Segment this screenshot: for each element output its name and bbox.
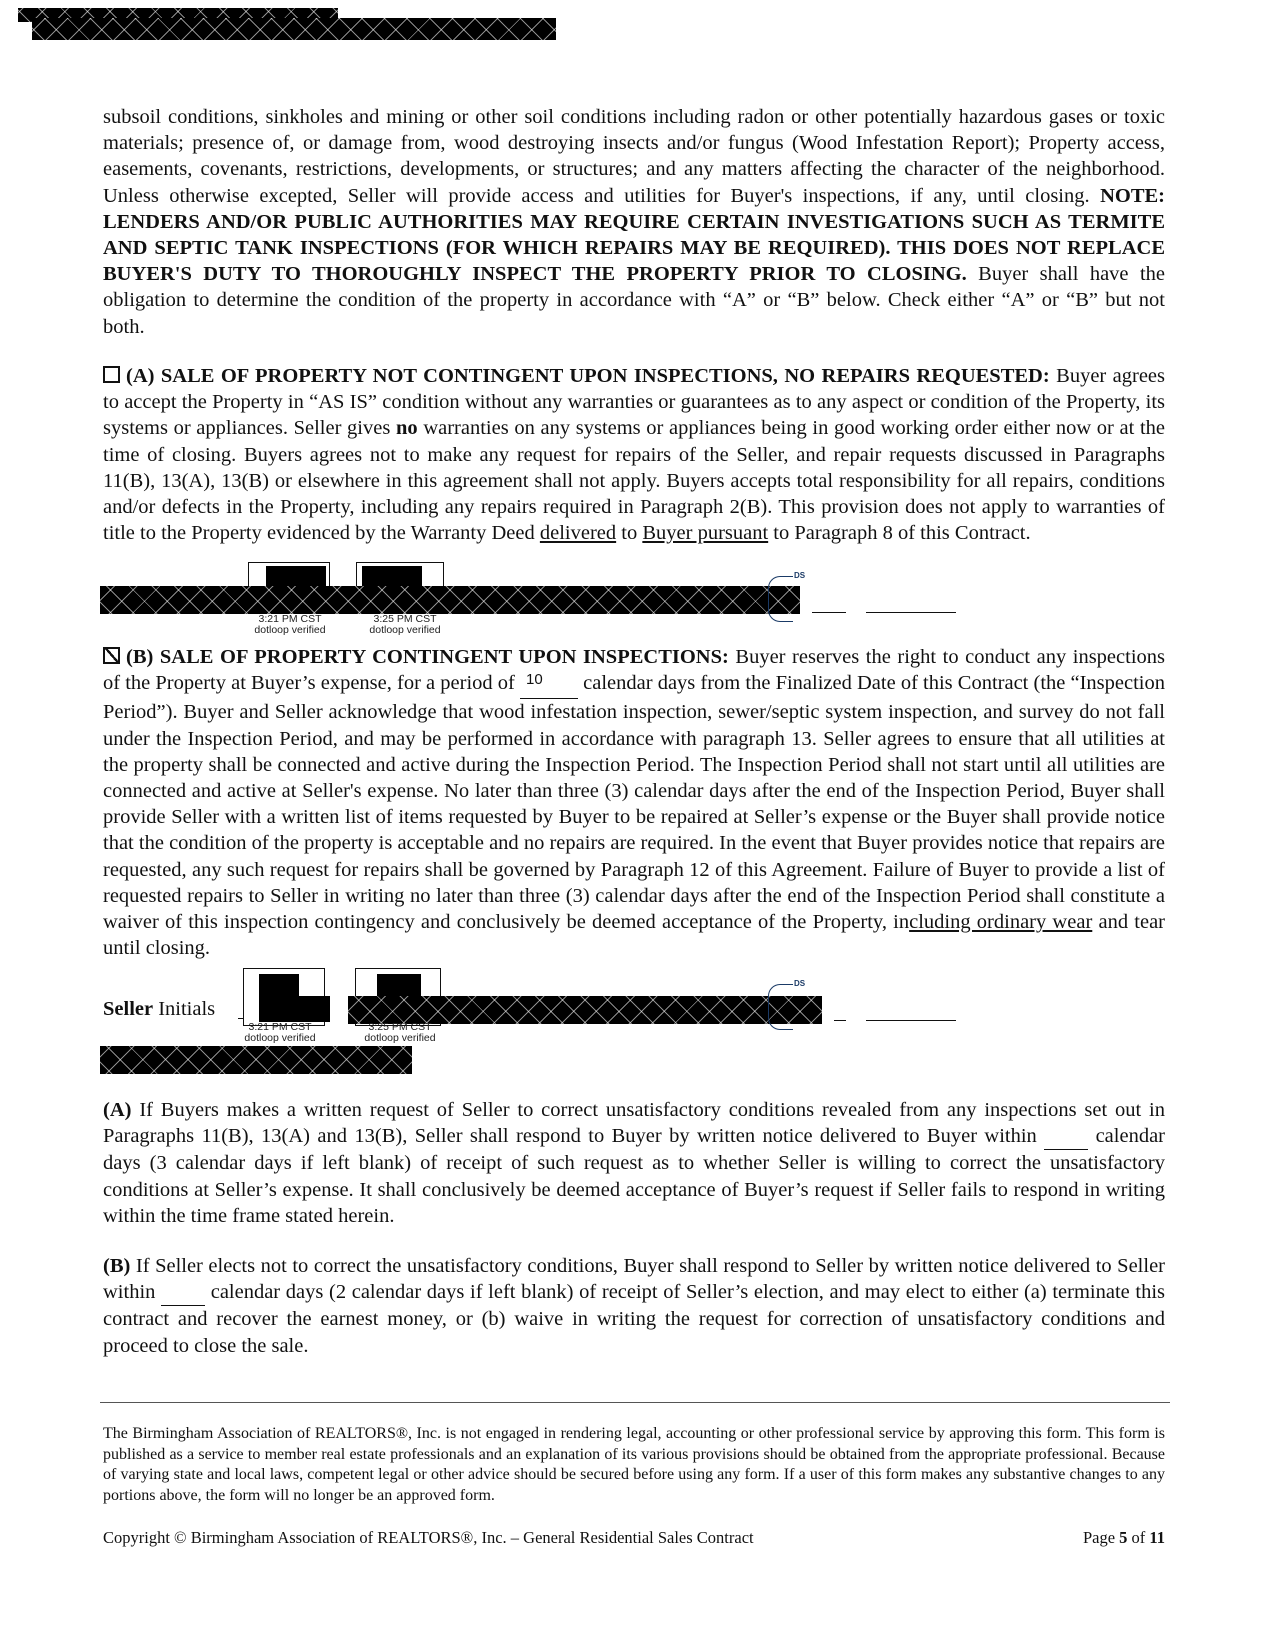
option-b-section bbox=[103, 644, 1165, 961]
page-of: of bbox=[1131, 1528, 1146, 1547]
initials-line-b1 bbox=[834, 1020, 846, 1021]
option-b-heading: (B) SALE OF PROPERTY CONTINGENT UPON INSPECTIONS: bbox=[126, 646, 729, 668]
option-b-text-3: and tear until closing. bbox=[103, 911, 1165, 960]
dotloop-stamp-2 bbox=[355, 614, 455, 636]
ds-bracket-a bbox=[768, 576, 793, 622]
repair-request-b bbox=[103, 1253, 1165, 1359]
initials-word: Initials bbox=[158, 998, 216, 1020]
repair-a-text-2: calendar days (3 calendar days if left blank) of receipt of such request as to whether Seller is willing to correct the unsatisfactory conditions at Seller’s expense. It shall conclusively be deemed acceptance of Buyer’s request if Seller fails to respond in writing within the time frame stated herein. bbox=[103, 1125, 1165, 1227]
lender-note: NOTE: LENDERS AND/OR PUBLIC AUTHORITIES MAY REQUIRE CERTAIN INVESTIGATIONS SUCH AS TERMITE AND SEPTIC TANK INSPECTIONS (FOR WHICH REPAIRS MAY BE REQUIRED). THIS DOES NOT REPLACE BUYER'S DUTY TO THOROUGHLY INSPECT THE PROPERTY PRIOR TO CLOSING. bbox=[103, 184, 1165, 286]
stamp-time: 3:21 PM CST bbox=[248, 1021, 312, 1033]
initials-line-a2 bbox=[866, 612, 956, 613]
stamp-label: dotloop verified bbox=[244, 1032, 316, 1044]
option-a-section bbox=[103, 363, 1165, 546]
option-b-text: Buyer reserves the right to conduct any inspections of the Property at Buyer’s expense, for a period of bbox=[103, 646, 1165, 695]
option-a-underline-2: Buyer pursuant bbox=[642, 522, 769, 545]
buyer-response-days-field[interactable] bbox=[161, 1279, 205, 1306]
dotloop-stamp-4 bbox=[350, 1022, 450, 1044]
repair-b-label: (B) bbox=[103, 1255, 131, 1277]
inspection-days-field[interactable] bbox=[520, 670, 578, 699]
footer-divider bbox=[100, 1402, 1170, 1403]
stamp-label: dotloop verified bbox=[254, 624, 326, 636]
option-a-text: Buyer agrees to accept the Property in “AS IS” condition without any warranties or guarantees as to any aspect or condition of the Property, its systems or appliances. Seller gives bbox=[103, 365, 1166, 440]
signature-redaction-a bbox=[100, 586, 800, 614]
signature-redaction-c bbox=[100, 1046, 412, 1074]
inspection-days-value: 10 bbox=[526, 671, 543, 689]
copyright: Copyright © Birmingham Association of REALTORS®, Inc. – General Residential Sales Contract bbox=[103, 1528, 754, 1547]
repair-a-label: (A) bbox=[103, 1099, 132, 1121]
stamp-time: 3:21 PM CST bbox=[258, 613, 322, 625]
header-redaction-2 bbox=[32, 18, 556, 40]
option-b-checkbox[interactable] bbox=[103, 647, 120, 664]
page-number bbox=[1083, 1528, 1165, 1548]
disclaimer: The Birmingham Association of REALTORS®, Inc. is not engaged in rendering legal, accounting or other professional service by approving this form. This form is published as a service to member real estate professionals and an explanation of its various provisions should be obtained from the appropriate professional. Because of varying state and local laws, competent legal or other advice should be secured before using any form. If a user of this form makes any substantive changes to any portions above, the form will no longer be an approved form. bbox=[103, 1425, 1165, 1504]
ds-label-b: DS bbox=[794, 979, 806, 988]
dotloop-stamp-3 bbox=[230, 1022, 330, 1044]
initials-line-a1 bbox=[812, 612, 846, 613]
page-prefix: Page bbox=[1082, 1528, 1116, 1547]
option-b-underline: cluding ordinary wear bbox=[909, 911, 1093, 934]
signature-redaction-b bbox=[348, 996, 822, 1024]
repair-a-text: If Buyers makes a written request of Seller to correct unsatisfactory conditions revealed from any inspections set out in Paragraphs 11(B), 13(A) and 13(B), Seller shall respond to Buyer by written notice delivered to Buyer within bbox=[103, 1099, 1166, 1148]
repair-b-text-2: calendar days (2 calendar days if left blank) of receipt of Seller’s election, and may elect to either (a) terminate this contract and recover the earnest money, or (b) waive in writing the request for correction of unsatisfactory conditions and proceed to close the sale. bbox=[103, 1281, 1166, 1357]
option-a-no: no bbox=[396, 417, 418, 440]
option-a-checkbox[interactable] bbox=[103, 366, 120, 383]
condition-text: Buyer shall have the obligation to determine the condition of the property in accordance with “A” or “B” below. Check either “A” or “B” but not both. bbox=[103, 263, 1166, 338]
page-current: 5 bbox=[1119, 1528, 1128, 1547]
stamp-time: 3:25 PM CST bbox=[373, 613, 437, 625]
ds-label-a: DS bbox=[794, 571, 806, 580]
repair-request-a bbox=[103, 1097, 1165, 1229]
inspection-paragraph bbox=[103, 104, 1165, 340]
inspection-text: subsoil conditions, sinkholes and mining or other soil conditions including radon or other potentially hazardous gases or toxic materials; presence of, or damage from, wood destroying insects and/or fungus (Wood Infestation Report); Property access, easements, covenants, restrictions, developments, or structures; and any matters affecting the character of the neighborhood. Unless otherwise excepted, Seller will provide access and utilities for Buyer's inspections, if any, until closing. bbox=[103, 106, 1165, 207]
ds-bracket-b bbox=[768, 984, 793, 1030]
option-a-text-2: warranties on any systems or appliances being in good working order either now or at the time of closing. Buyers agrees not to make any request for repairs of the Seller, and repair requests discussed in Paragraphs 11(B), 13(A), 13(B) or elsewhere in this agreement shall not apply. Buyers accepts total responsibility for all repairs, conditions and/or defects in the Property, including any repairs required in Paragraph 2(B). This provision does not apply to warranties of title to the Property evidenced by the Warranty Deed bbox=[103, 417, 1166, 545]
option-a-heading: (A) SALE OF PROPERTY NOT CONTINGENT UPON INSPECTIONS, NO REPAIRS REQUESTED: bbox=[126, 365, 1050, 387]
page-total: 11 bbox=[1149, 1528, 1165, 1547]
dotloop-stamp-1 bbox=[240, 614, 340, 636]
seller-bold: Seller bbox=[103, 998, 154, 1020]
option-b-text-2: calendar days from the Finalized Date of this Contract (the “Inspection Period”). Buyer and Seller acknowledge that wood infestation inspection, sewer/septic system inspection, and survey do not fall under the Inspection Period, and may be performed in accordance with paragraph 13. Seller agrees to ensure that all utilities at the property shall be connected and active during the Inspection Period. The Inspection Period shall not start until all utilities are connected and active at Seller's expense. No later than three (3) calendar days after the end of the Inspection Period, Buyer shall provide Seller with a written list of items requested by Buyer to be repaired at Seller’s expense or the Buyer shall provide notice that the condition of the property is acceptable and no repairs are required. In the event that Buyer provides notice that repairs are requested, any such request for repairs shall be governed by Paragraph 12 of this Agreement. Failure of Buyer to provide a list of requested repairs to Seller in writing no later than three (3) calendar days after the end of the Inspection Period shall constitute a waiver of this inspection contingency and conclusively be deemed acceptance of the Property, in bbox=[103, 672, 1165, 934]
seller-initials-mark-1b bbox=[259, 996, 330, 1022]
stamp-time: 3:25 PM CST bbox=[368, 1021, 432, 1033]
seller-response-days-field[interactable] bbox=[1044, 1123, 1088, 1150]
option-a-text-4: to Paragraph 8 of this Contract. bbox=[773, 522, 1031, 545]
repair-b-text: If Seller elects not to correct the unsatisfactory conditions, Buyer shall respond to Seller by written notice delivered to Seller within bbox=[103, 1255, 1165, 1304]
option-a-underline-1: delivered bbox=[539, 522, 617, 545]
stamp-label: dotloop verified bbox=[364, 1032, 436, 1044]
stamp-label: dotloop verified bbox=[369, 624, 441, 636]
seller-initials-label bbox=[103, 998, 215, 1021]
option-a-text-3: to bbox=[621, 522, 638, 545]
initials-line-b2 bbox=[866, 1020, 956, 1021]
